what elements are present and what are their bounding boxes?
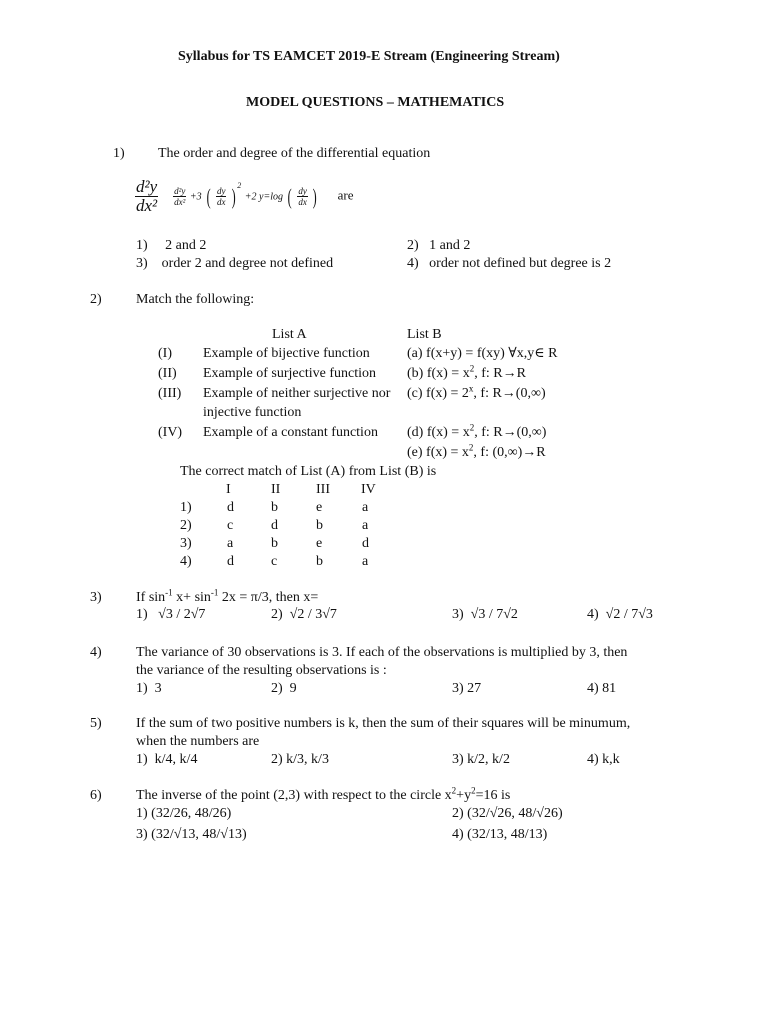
q2-roman-4: (IV)	[158, 425, 183, 440]
q2-number: 2)	[90, 292, 102, 307]
q2-col-I: I	[226, 482, 231, 497]
q2-text: Match the following:	[136, 292, 255, 307]
q1-option-3: 3) order 2 and degree not defined	[136, 256, 334, 271]
q6-option-3: 3) (32/√13, 48/√13)	[136, 827, 247, 842]
q1-eq-frac-large: $\frac{\text{d²y}}{\text{dx²}}$	[136, 177, 158, 215]
q3-option-3: 3) √3 / 7√2	[452, 607, 518, 622]
q2-list-a-1: Example of bijective function	[203, 346, 370, 361]
q3-option-4: 4) √2 / 7√3	[587, 607, 653, 622]
q2-list-a-3-cont: injective function	[203, 405, 302, 420]
q6-number: 6)	[90, 788, 102, 803]
q3-number: 3)	[90, 590, 102, 605]
q1-eq-frac-small: $\frac{\text{d²y}}{\text{dx²}}$	[174, 186, 186, 207]
q6-option-2: 2) (32/√26, 48/√26)	[452, 806, 563, 821]
q5-option-4: 4) k,k	[587, 752, 620, 767]
q5-number: 5)	[90, 716, 102, 731]
q5-option-1: 1) k/4, k/4	[136, 752, 198, 767]
q2-answer-cell: b	[271, 536, 278, 551]
q2-answer-cell: d	[227, 500, 234, 515]
q2-col-III: III	[316, 482, 330, 497]
q1-option-4: 4) order not defined but degree is 2	[407, 256, 612, 271]
q2-roman-1: (I)	[158, 346, 172, 361]
q2-answer-cell: b	[316, 518, 323, 533]
q1-equation: $\frac{\text{d²y}}{\text{dx²}}$ $\frac{\text{d²y}}{\text{dx²}}$ +3 ( $\frac{dy}{dx}$ ) $^2$ +2 y=log ( $\frac{dy}{dx}$ ) are	[136, 177, 354, 215]
q1-option-1: 1) 2 and 2	[136, 238, 207, 253]
q2-answer-2-num: 2)	[180, 518, 192, 533]
q2-answer-cell: d	[362, 536, 369, 551]
q2-list-b-header: List B	[407, 327, 442, 342]
q2-answer-cell: a	[362, 500, 369, 515]
q2-answer-cell: d	[271, 518, 278, 533]
q2-list-a-2: Example of surjective function	[203, 366, 376, 381]
q4-text-line1: The variance of 30 observations is 3. If each of the observations is multiplied by 3, then	[136, 645, 628, 660]
q2-col-IV: IV	[361, 482, 376, 497]
q6-text: The inverse of the point (2,3) with respect to the circle $x^2+y^2=16$ is	[136, 785, 511, 803]
q1-text: The order and degree of the differential equation	[158, 146, 431, 161]
q1-option-2: 2) 1 and 2	[407, 238, 471, 253]
q2-list-a-4: Example of a constant function	[203, 425, 378, 440]
q1-eq-are: are	[337, 187, 354, 203]
q5-text-line1: If the sum of two positive numbers is k, then the sum of their squares will be minumum,	[136, 716, 631, 731]
q2-col-II: II	[271, 482, 281, 497]
q2-list-b-d: (d) $f(x) = x^2$, f: R→(0,∞)	[407, 422, 547, 440]
q6-option-4: 4) (32/13, 48/13)	[452, 827, 548, 842]
q4-option-4: 4) 81	[587, 681, 617, 696]
q2-answer-cell: a	[227, 536, 234, 551]
q3-text: If $\sin^{-1} x+ \sin^{-1} 2x = \pi/3$, then x=	[136, 587, 319, 605]
q2-answer-cell: a	[362, 554, 369, 569]
q2-answer-cell: d	[227, 554, 234, 569]
q5-option-3: 3) k/2, k/2	[452, 752, 510, 767]
q2-answer-cell: e	[316, 500, 323, 515]
q3-option-2: 2) √2 / 3√7	[271, 607, 337, 622]
section-title: MODEL QUESTIONS – MATHEMATICS	[246, 95, 505, 110]
q5-option-2: 2) k/3, k/3	[271, 752, 329, 767]
q2-list-a-3: Example of neither surjective nor	[203, 386, 391, 401]
q4-number: 4)	[90, 645, 102, 660]
q4-option-1: 1) 3	[136, 681, 162, 696]
document-title: Syllabus for TS EAMCET 2019-E Stream (Engineering Stream)	[178, 49, 560, 64]
q2-answer-cell: c	[227, 518, 234, 533]
q4-option-3: 3) 27	[452, 681, 482, 696]
q2-list-b-c: (c) $f(x) = 2^x$, f: R→(0,∞)	[407, 383, 546, 401]
q5-text-line2: when the numbers are	[136, 734, 260, 749]
q2-roman-2: (II)	[158, 366, 177, 381]
q2-answer-3-num: 3)	[180, 536, 192, 551]
q2-list-b-b: (b) $f(x) = x^2$, f: R→R	[407, 363, 526, 381]
q3-option-1: 1) √3 / 2√7	[136, 607, 206, 622]
q2-roman-3: (III)	[158, 386, 182, 401]
q2-list-b-a: (a) f(x+y) = f(xy) ∀x,y∈ R	[407, 346, 558, 361]
q2-answer-cell: c	[271, 554, 278, 569]
q4-option-2: 2) 9	[271, 681, 297, 696]
q2-list-b-e: (e) $f(x) = x^2$, f: (0,∞)→R	[407, 442, 546, 460]
q2-match-text: The correct match of List (A) from List (B) is	[180, 464, 437, 479]
q2-answer-1-num: 1)	[180, 500, 192, 515]
q2-list-a-header: List A	[272, 327, 307, 342]
q4-text-line2: the variance of the resulting observations is :	[136, 663, 387, 678]
q2-answer-cell: b	[316, 554, 323, 569]
q6-option-1: 1) (32/26, 48/26)	[136, 806, 232, 821]
q2-answer-cell: b	[271, 500, 278, 515]
q1-number: 1)	[113, 146, 125, 161]
q2-answer-4-num: 4)	[180, 554, 192, 569]
q2-answer-cell: a	[362, 518, 369, 533]
q2-answer-cell: e	[316, 536, 323, 551]
